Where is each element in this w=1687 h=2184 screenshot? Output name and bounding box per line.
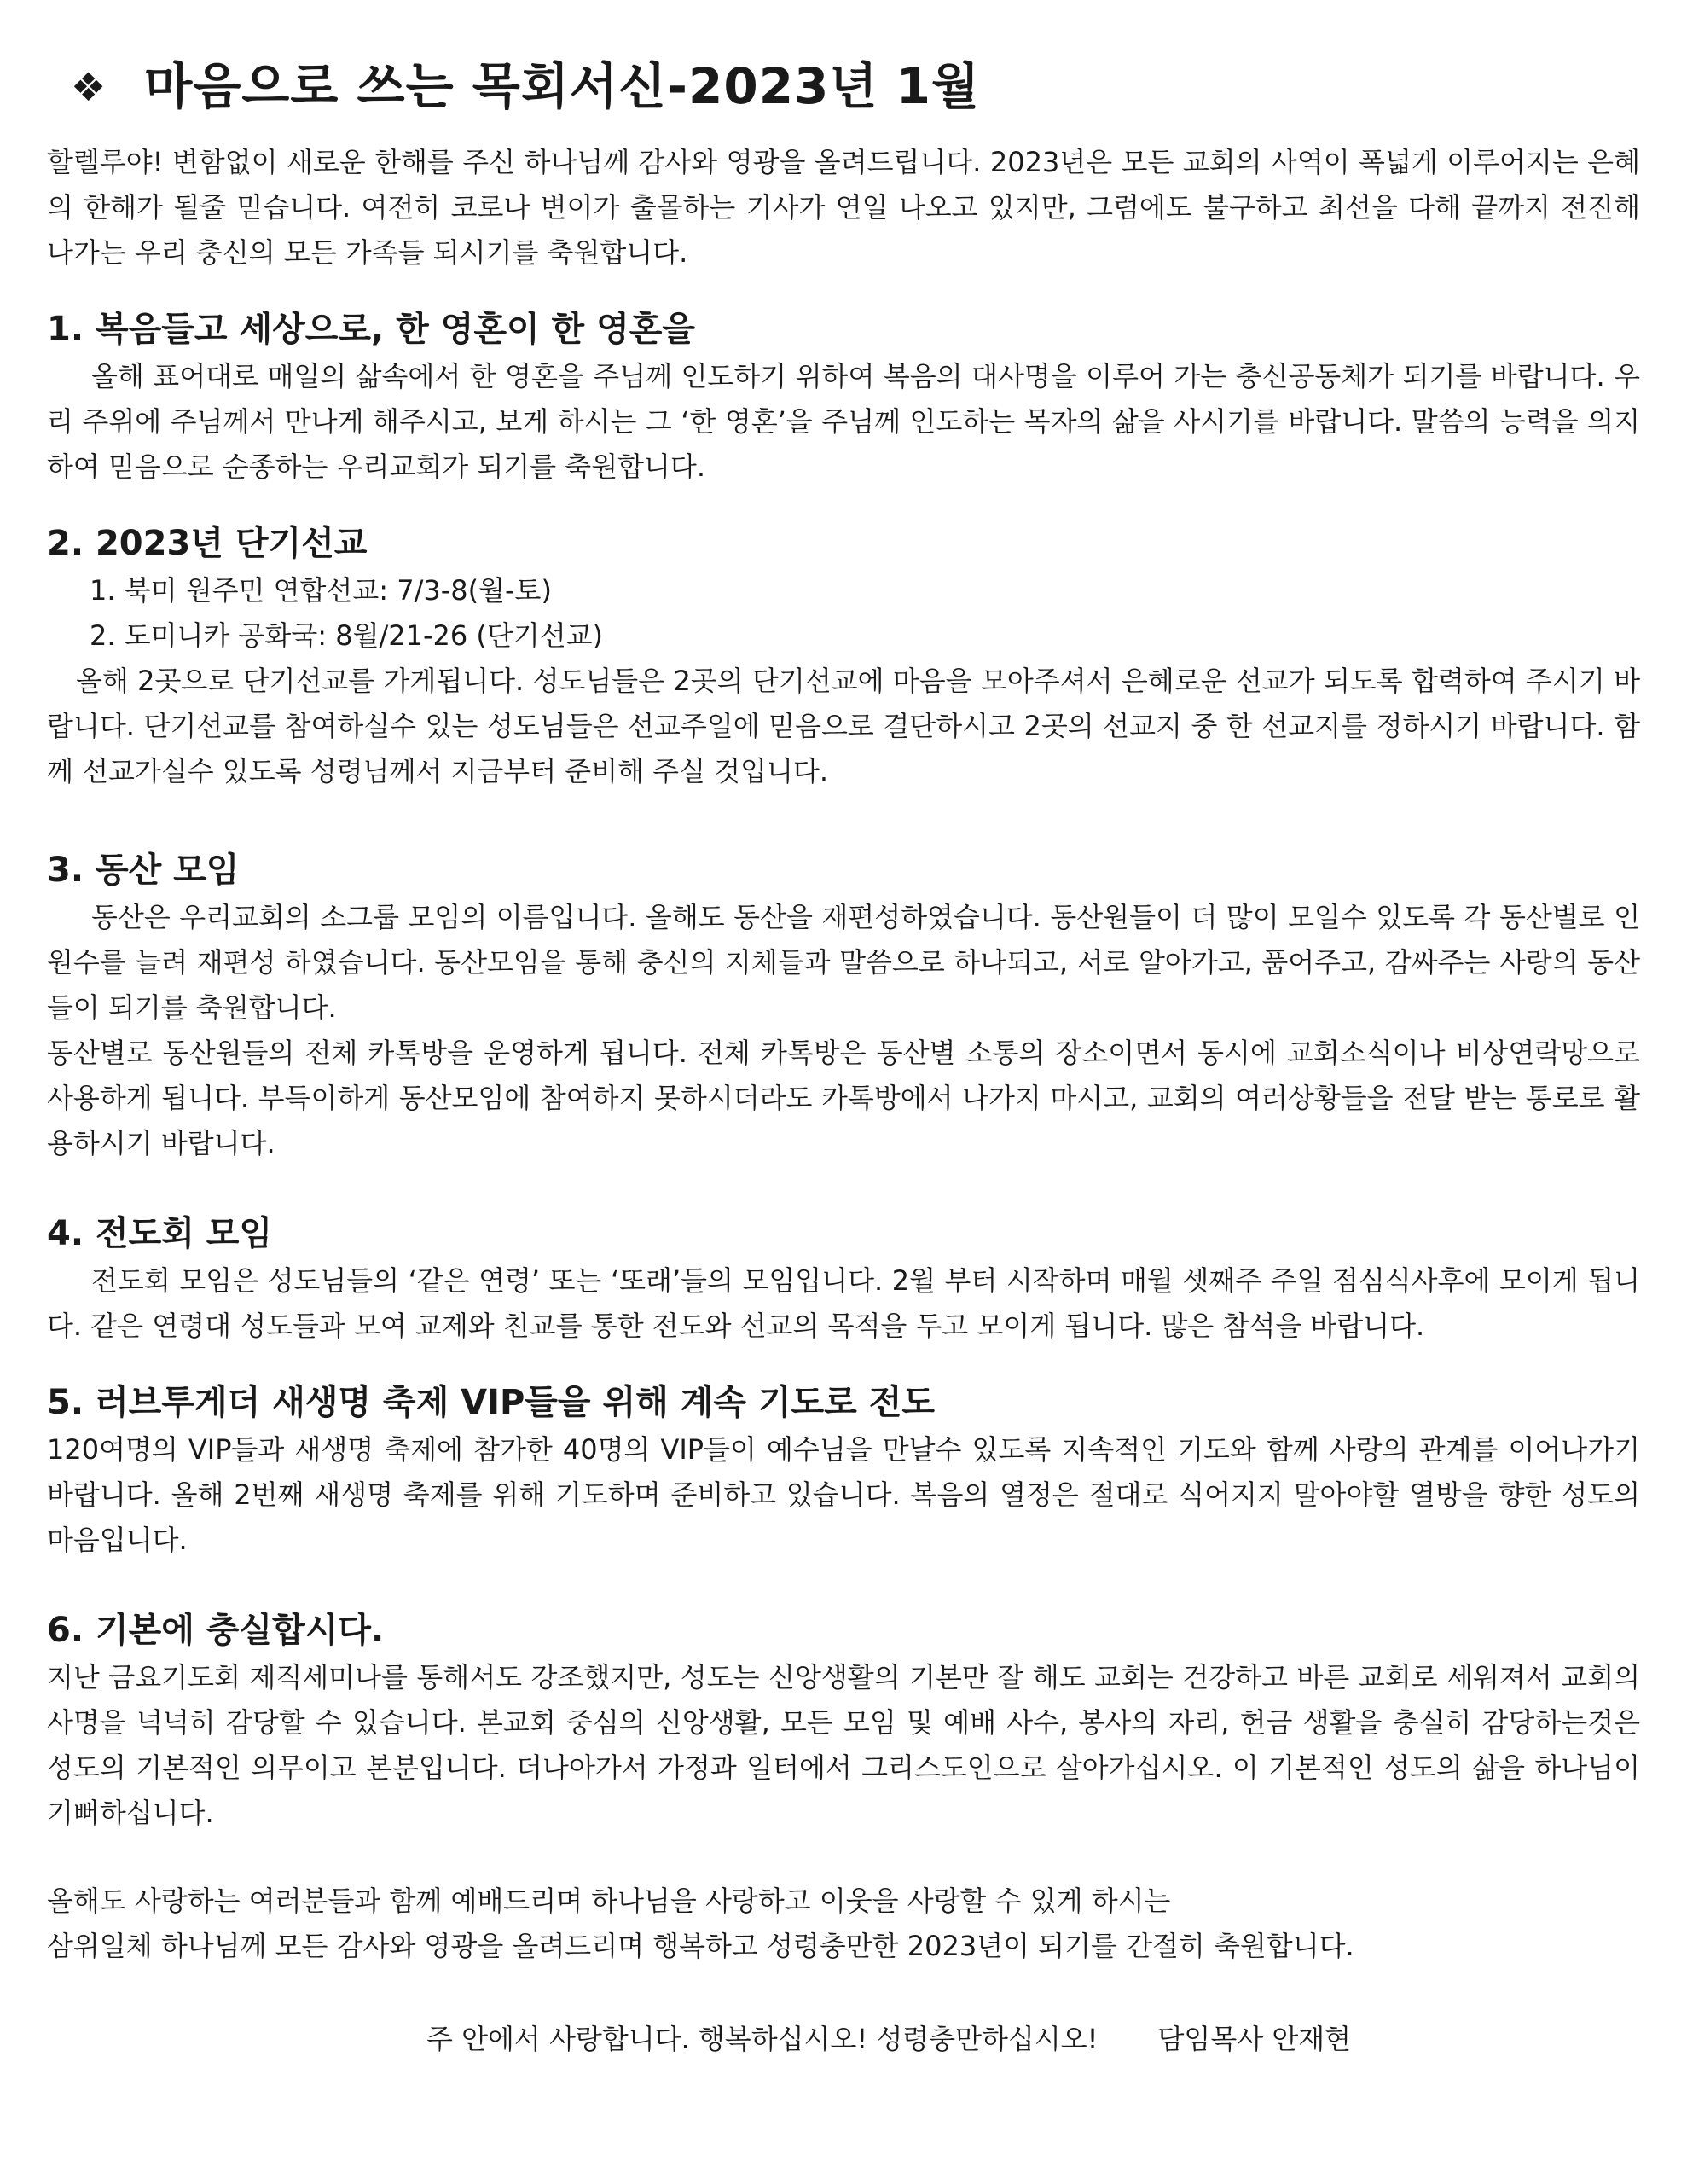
pastoral-letter — [47, 57, 1640, 2062]
section-2-paragraph: 올해 2곳으로 단기선교를 가게됩니다. 성도님들은 2곳의 단기선교에 마음을 모아주셔서 은혜로운 선교가 되도록 합력하여 주시기 바랍니다. 단기선교를 참여하실수 있는 성도님들은 선교주일에 믿음으로 결단하시고 2곳의 선교지 중 한 선교지를 정하시기 바랍니다. 함께 선교가실수 있도록 성령님께서 지금부터 준비해 주실 것입니다. — [47, 664, 1640, 787]
page-title-text: 마음으로 쓰는 목회서신-2023년 1월 — [144, 57, 981, 115]
section-1-paragraph: 올해 표어대로 매일의 삶속에서 한 영혼을 주님께 인도하기 위하여 복음의 대사명을 이루어 가는 충신공동체가 되기를 바랍니다. 우리 주위에 주님께서 만나게 해주시고, 보게 하시는 그 ‘한 영혼’을 주님께 인도하는 목자의 삶을 사시기를 바랍니다. 말씀의 능력을 의지하여 믿음으로 순종하는 우리교회가 되기를 축원합니다. — [47, 359, 1640, 483]
page-title — [71, 57, 1640, 115]
section-3-paragraph: 동산은 우리교회의 소그룹 모임의 이름입니다. 올해도 동산을 재편성하였습니다. 동산원들이 더 많이 모일수 있도록 각 동산별로 인원수를 늘려 재편성 하였습니다. 동산모임을 통해 충신의 지체들과 말씀으로 하나되고, 서로 알아가고, 품어주고, 감싸주는 사랑의 동산들이 되기를 축원합니다. — [47, 900, 1640, 1024]
closing-paragraph — [47, 1879, 1640, 1969]
section-6-paragraph: 지난 금요기도회 제직세미나를 통해서도 강조했지만, 성도는 신앙생활의 기본만 잘 해도 교회는 건강하고 바른 교회로 세워져서 교회의 사명을 넉넉히 감당할 수 있습니다. 본교회 중심의 신앙생활, 모든 모임 및 예배 사수, 봉사의 자리, 헌금 생활을 충실히 감당하는것은 성도의 기본적인 의무이고 본분입니다. 더나아가서 가정과 일터에서 그리스도인으로 살아가십시오. 이 기본적인 성도의 삶을 하나님이 기뻐하십니다. — [47, 1660, 1640, 1829]
closing-line: 올해도 사랑하는 여러분들과 함께 예배드리며 하나님을 사랑하고 이웃을 사랑할 수 있게 하시는 — [47, 1884, 1171, 1917]
section-5-heading: 5. 러브투게더 새생명 축제 VIP들을 위해 계속 기도로 전도 — [47, 1382, 936, 1422]
list-item: 1. 북미 원주민 연합선교: 7/3-8(월-토) — [90, 573, 552, 607]
section-6-heading: 6. 기본에 충실합시다. — [47, 1610, 385, 1650]
section-4-heading: 4. 전도회 모임 — [47, 1213, 273, 1253]
section-5-paragraph: 120여명의 VIP들과 새생명 축제에 참가한 40명의 VIP들이 예수님을 만날수 있도록 지속적인 기도와 함께 사랑의 관계를 이어나가기 바랍니다. 올해 2번째 새생명 축제를 위해 기도하며 준비하고 있습니다. 복음의 열정은 절대로 식어지지 말아야할 열방을 향한 성도의 마음입니다. — [47, 1432, 1640, 1556]
section-1-heading: 1. 복음들고 세상으로, 한 영혼이 한 영혼을 — [47, 309, 696, 349]
section-2-heading: 2. 2023년 단기선교 — [47, 523, 368, 563]
closing-greeting: 주 안에서 사랑합니다. 행복하십시오! 성령충만하십시오! — [426, 2022, 1099, 2055]
intro-paragraph: 할렐루야! 변함없이 새로운 한해를 주신 하나님께 감사와 영광을 올려드립니다. 2023년은 모든 교회의 사역이 폭넓게 이루어지는 은혜의 한해가 될줄 믿습니다. 여전히 코로나 변이가 출몰하는 기사가 연일 나오고 있지만, 그럼에도 불구하고 최선을 다해 끝까지 전진해 나가는 우리 충신의 모든 가족들 되시기를 축원합니다. — [47, 145, 1640, 269]
section-4-paragraph: 전도회 모임은 성도님들의 ‘같은 연령’ 또는 ‘또래’들의 모임입니다. 2월 부터 시작하며 매월 셋째주 주일 점심식사후에 모이게 됩니다. 같은 연령대 성도들과 모여 교제와 친교를 통한 전도와 선교의 목적을 두고 모이게 됩니다. 많은 참석을 바랍니다. — [47, 1263, 1640, 1342]
list-item: 2. 도미니카 공화국: 8월/21-26 (단기선교) — [90, 619, 604, 652]
signature-line — [47, 2017, 1640, 2062]
section-3-paragraph: 동산별로 동산원들의 전체 카톡방을 운영하게 됩니다. 전체 카톡방은 동산별 소통의 장소이면서 동시에 교회소식이나 비상연락망으로 사용하게 됩니다. 부득이하게 동산모임에 참여하지 못하시더라도 카톡방에서 나가지 마시고, 교회의 여러상황들을 전달 받는 통로로 활용하시기 바랍니다. — [47, 1036, 1640, 1159]
mission-list — [47, 568, 1640, 659]
closing-line: 삼위일체 하나님께 모든 감사와 영광을 올려드리며 행복하고 성령충만한 2023년이 되기를 간절히 축원합니다. — [47, 1929, 1354, 1962]
signature-author: 담임목사 안재현 — [1157, 2022, 1352, 2055]
diamond-bullet-icon: ❖ — [71, 63, 107, 110]
section-3-heading: 3. 동산 모임 — [47, 850, 240, 890]
